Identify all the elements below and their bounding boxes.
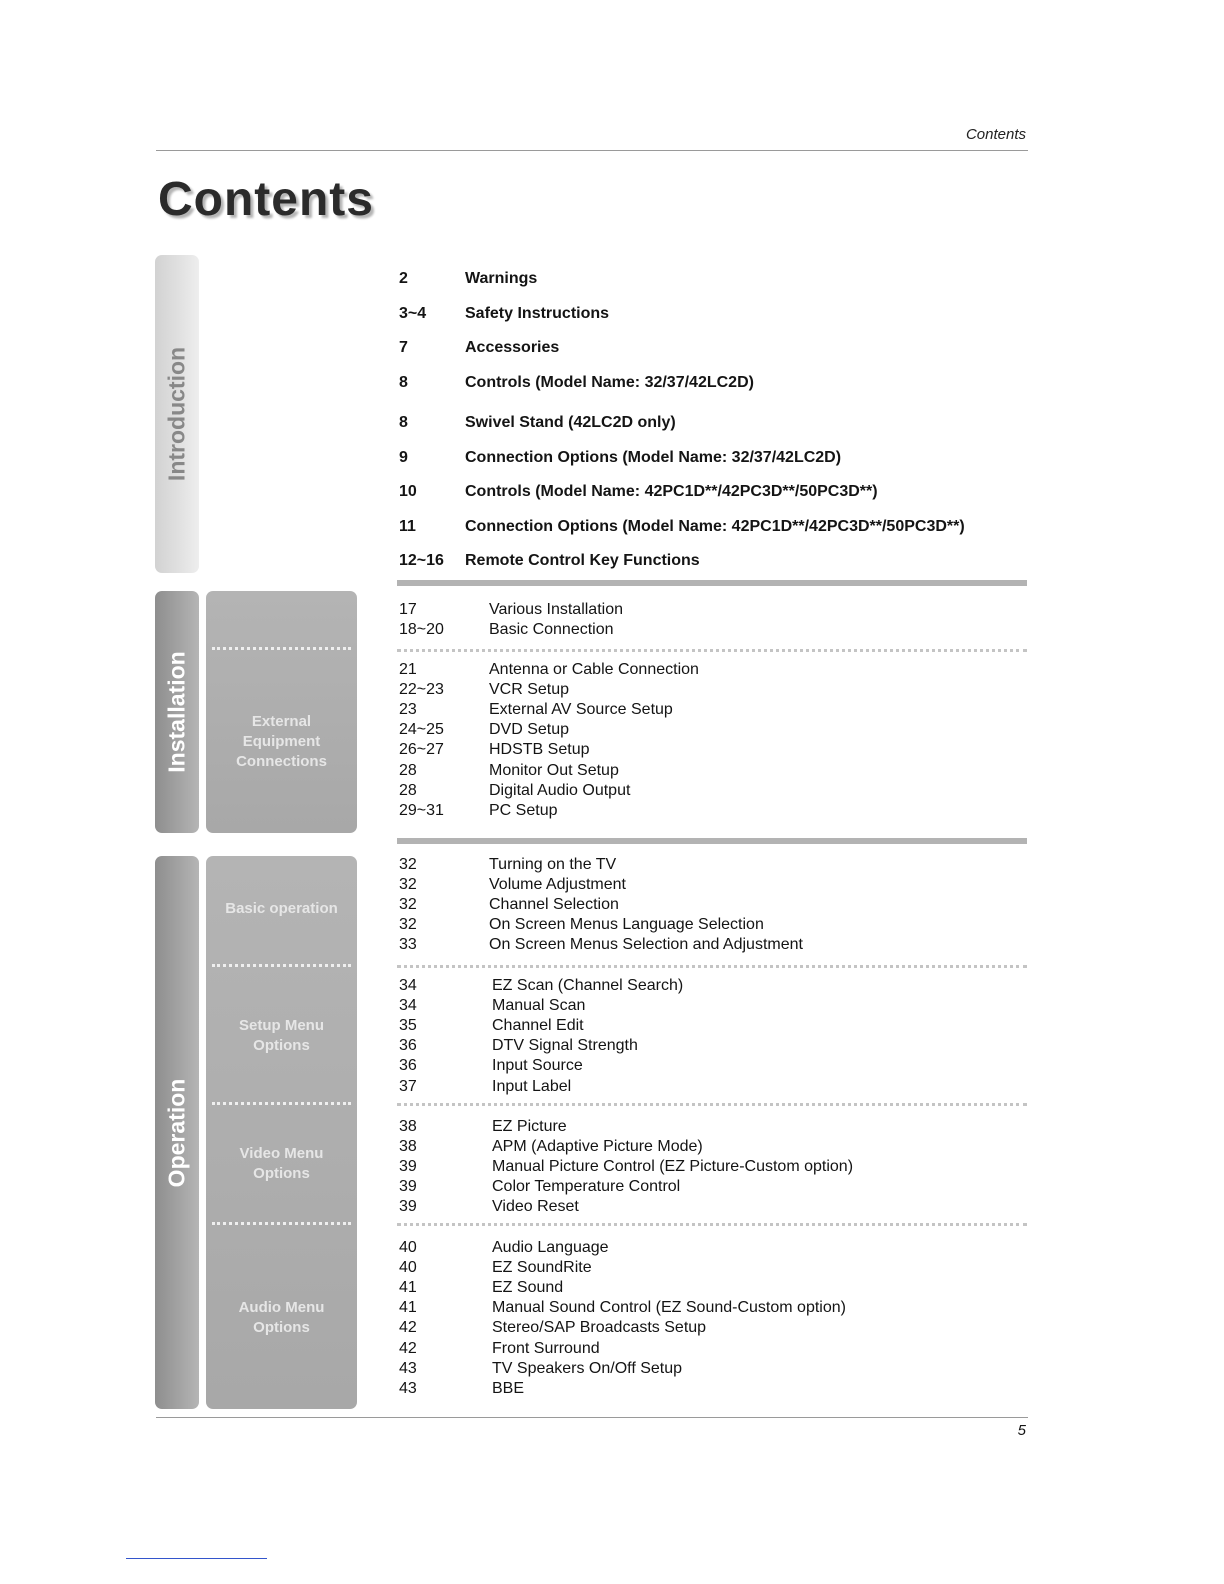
toc-page-number: 38: [399, 1118, 417, 1135]
dotted-divider: [397, 649, 1027, 652]
toc-page-number: 9: [399, 449, 408, 466]
toc-page-number: 21: [399, 661, 417, 678]
dotted-divider: [397, 965, 1027, 968]
toc-page-number: 43: [399, 1380, 417, 1397]
toc-entry-title: VCR Setup: [489, 681, 570, 698]
toc-page-number: 32: [399, 896, 417, 913]
toc-entry-title: DVD Setup: [489, 721, 570, 738]
toc-entry-title: EZ Scan (Channel Search): [492, 977, 684, 994]
group-separator: [212, 1102, 351, 1105]
toc-page-number: 7: [399, 339, 408, 356]
toc-page-number: 34: [399, 997, 417, 1014]
toc-page-number: 32: [399, 916, 417, 933]
installation-group-box: [206, 591, 357, 833]
toc-page-number: 39: [399, 1178, 417, 1195]
toc-page-number: 43: [399, 1360, 417, 1377]
toc-entry-title: On Screen Menus Language Selection: [489, 916, 764, 933]
group-basic-operation-label: Basic operation: [225, 900, 338, 917]
toc-page-number: 10: [399, 483, 417, 500]
toc-entry-title: Stereo/SAP Broadcasts Setup: [492, 1319, 707, 1336]
toc-entry-title: Safety Instructions: [465, 305, 610, 322]
tab-introduction: [155, 255, 199, 573]
tab-introduction-label: Introduction: [163, 346, 190, 482]
dotted-divider: [397, 1223, 1027, 1226]
toc-entry-title: Controls (Model Name: 42PC1D**/42PC3D**/50PC3D**): [465, 483, 878, 500]
toc-entry-title: Volume Adjustment: [489, 876, 626, 893]
operation-group-box: [206, 856, 357, 1409]
group-separator: [212, 647, 351, 650]
toc-entry-title: Color Temperature Control: [492, 1178, 681, 1195]
section-divider-installation: [397, 838, 1027, 844]
toc-page-number: 12~16: [399, 552, 444, 569]
toc-entry-title: Input Source: [492, 1057, 583, 1074]
toc-page-number: 39: [399, 1158, 417, 1175]
tab-installation-label: Installation: [163, 651, 190, 773]
tab-operation-label: Operation: [163, 1078, 190, 1187]
toc-page-number: 36: [399, 1057, 417, 1074]
toc-entry-title: Manual Scan: [492, 997, 586, 1014]
toc-page-number: 42: [399, 1340, 417, 1357]
toc-page-number: 8: [399, 414, 408, 431]
toc-page-number: 29~31: [399, 802, 444, 819]
toc-page-number: 34: [399, 977, 417, 994]
toc-entry-title: Basic Connection: [489, 621, 614, 638]
tab-operation: [155, 856, 199, 1409]
toc-entry-title: Connection Options (Model Name: 42PC1D**/42PC3D**/50PC3D**): [465, 518, 965, 535]
toc-entry-title: Channel Selection: [489, 896, 619, 913]
toc-page-number: 32: [399, 876, 417, 893]
toc-page-number: 40: [399, 1239, 417, 1256]
group-basic-operation: [206, 856, 357, 962]
toc-page-number: 41: [399, 1299, 417, 1316]
header-rule: [156, 150, 1028, 151]
toc-page-number: 33: [399, 936, 417, 953]
toc-page-number: 3~4: [399, 305, 427, 322]
toc-page-number: 17: [399, 601, 417, 618]
toc-page-number: 36: [399, 1037, 417, 1054]
toc-entry-title: Video Reset: [492, 1198, 579, 1215]
toc-page-number: 35: [399, 1017, 417, 1034]
group-video-menu-label: Video Menu Options: [239, 1145, 324, 1182]
toc-page-number: 28: [399, 762, 417, 779]
toc-page-number: 24~25: [399, 721, 444, 738]
toc-page-number: 8: [399, 374, 408, 391]
toc-entry-title: APM (Adaptive Picture Mode): [492, 1138, 703, 1155]
group-separator: [212, 1222, 351, 1225]
group-setup-menu-label: Setup Menu Options: [239, 1017, 324, 1054]
toc-entry-title: DTV Signal Strength: [492, 1037, 638, 1054]
page-title: Contents: [158, 173, 374, 226]
toc-entry-title: Accessories: [465, 339, 560, 356]
toc-page-number: 39: [399, 1198, 417, 1215]
group-separator: [212, 964, 351, 967]
toc-entry-title: TV Speakers On/Off Setup: [492, 1360, 683, 1377]
group-setup-menu: [206, 968, 357, 1104]
toc-entry-title: Monitor Out Setup: [489, 762, 619, 779]
toc-entry-title: Digital Audio Output: [489, 782, 631, 799]
toc-entry-title: Remote Control Key Functions: [465, 552, 700, 569]
toc-entry-title: Manual Picture Control (EZ Picture-Custom option): [492, 1158, 854, 1175]
toc-page-number: 23: [399, 701, 417, 718]
toc-entry-title: Front Surround: [492, 1340, 600, 1357]
toc-entry-title: EZ SoundRite: [492, 1259, 592, 1276]
toc-entry-title: HDSTB Setup: [489, 741, 590, 758]
footer-rule: [156, 1417, 1028, 1418]
toc-entry-title: PC Setup: [489, 802, 558, 819]
section-divider-introduction: [397, 580, 1027, 586]
footer-link-underline: [126, 1558, 267, 1559]
toc-entry-title: Manual Sound Control (EZ Sound-Custom option): [492, 1299, 846, 1316]
toc-entry-title: Warnings: [465, 270, 538, 287]
toc-entry-title: Antenna or Cable Connection: [489, 661, 699, 678]
toc-page-number: 22~23: [399, 681, 444, 698]
toc-entry-title: Channel Edit: [492, 1017, 584, 1034]
toc-entry-title: BBE: [492, 1380, 525, 1397]
toc-page-number: 38: [399, 1138, 417, 1155]
toc-entry-title: Various Installation: [489, 601, 623, 618]
toc-page-number: 28: [399, 782, 417, 799]
toc-page-number: 18~20: [399, 621, 444, 638]
toc-entry-title: On Screen Menus Selection and Adjustment: [489, 936, 803, 953]
toc-entry-title: Controls (Model Name: 32/37/42LC2D): [465, 374, 754, 391]
tab-installation: [155, 591, 199, 833]
toc-page-number: 32: [399, 856, 417, 873]
toc-entry-title: EZ Picture: [492, 1118, 567, 1135]
group-audio-menu: [206, 1226, 357, 1409]
toc-entry-title: Turning on the TV: [489, 856, 617, 873]
toc-page-number: 2: [399, 270, 408, 287]
toc-page-number: 37: [399, 1078, 417, 1095]
page-number: 5: [1017, 1422, 1026, 1439]
group-external-equipment: [206, 651, 357, 833]
toc-page-number: 40: [399, 1259, 417, 1276]
toc-entry-title: Connection Options (Model Name: 32/37/42LC2D): [465, 449, 842, 466]
dotted-divider: [397, 1103, 1027, 1106]
group-external-equipment-label: External Equipment Connections: [236, 713, 327, 770]
toc-page-number: 11: [399, 518, 416, 535]
group-audio-menu-label: Audio Menu Options: [238, 1298, 325, 1336]
toc-entry-title: Audio Language: [492, 1239, 609, 1256]
toc-entry-title: Input Label: [492, 1078, 572, 1095]
toc-entry-title: Swivel Stand (42LC2D only): [465, 414, 676, 431]
toc-page-number: 26~27: [399, 741, 444, 758]
toc-page-number: 41: [399, 1279, 417, 1296]
toc-entry-title: External AV Source Setup: [489, 701, 673, 718]
running-header: Contents: [965, 126, 1026, 143]
toc-entry-title: EZ Sound: [492, 1279, 564, 1296]
group-video-menu: [206, 1106, 357, 1222]
toc-page-number: 42: [399, 1319, 417, 1336]
